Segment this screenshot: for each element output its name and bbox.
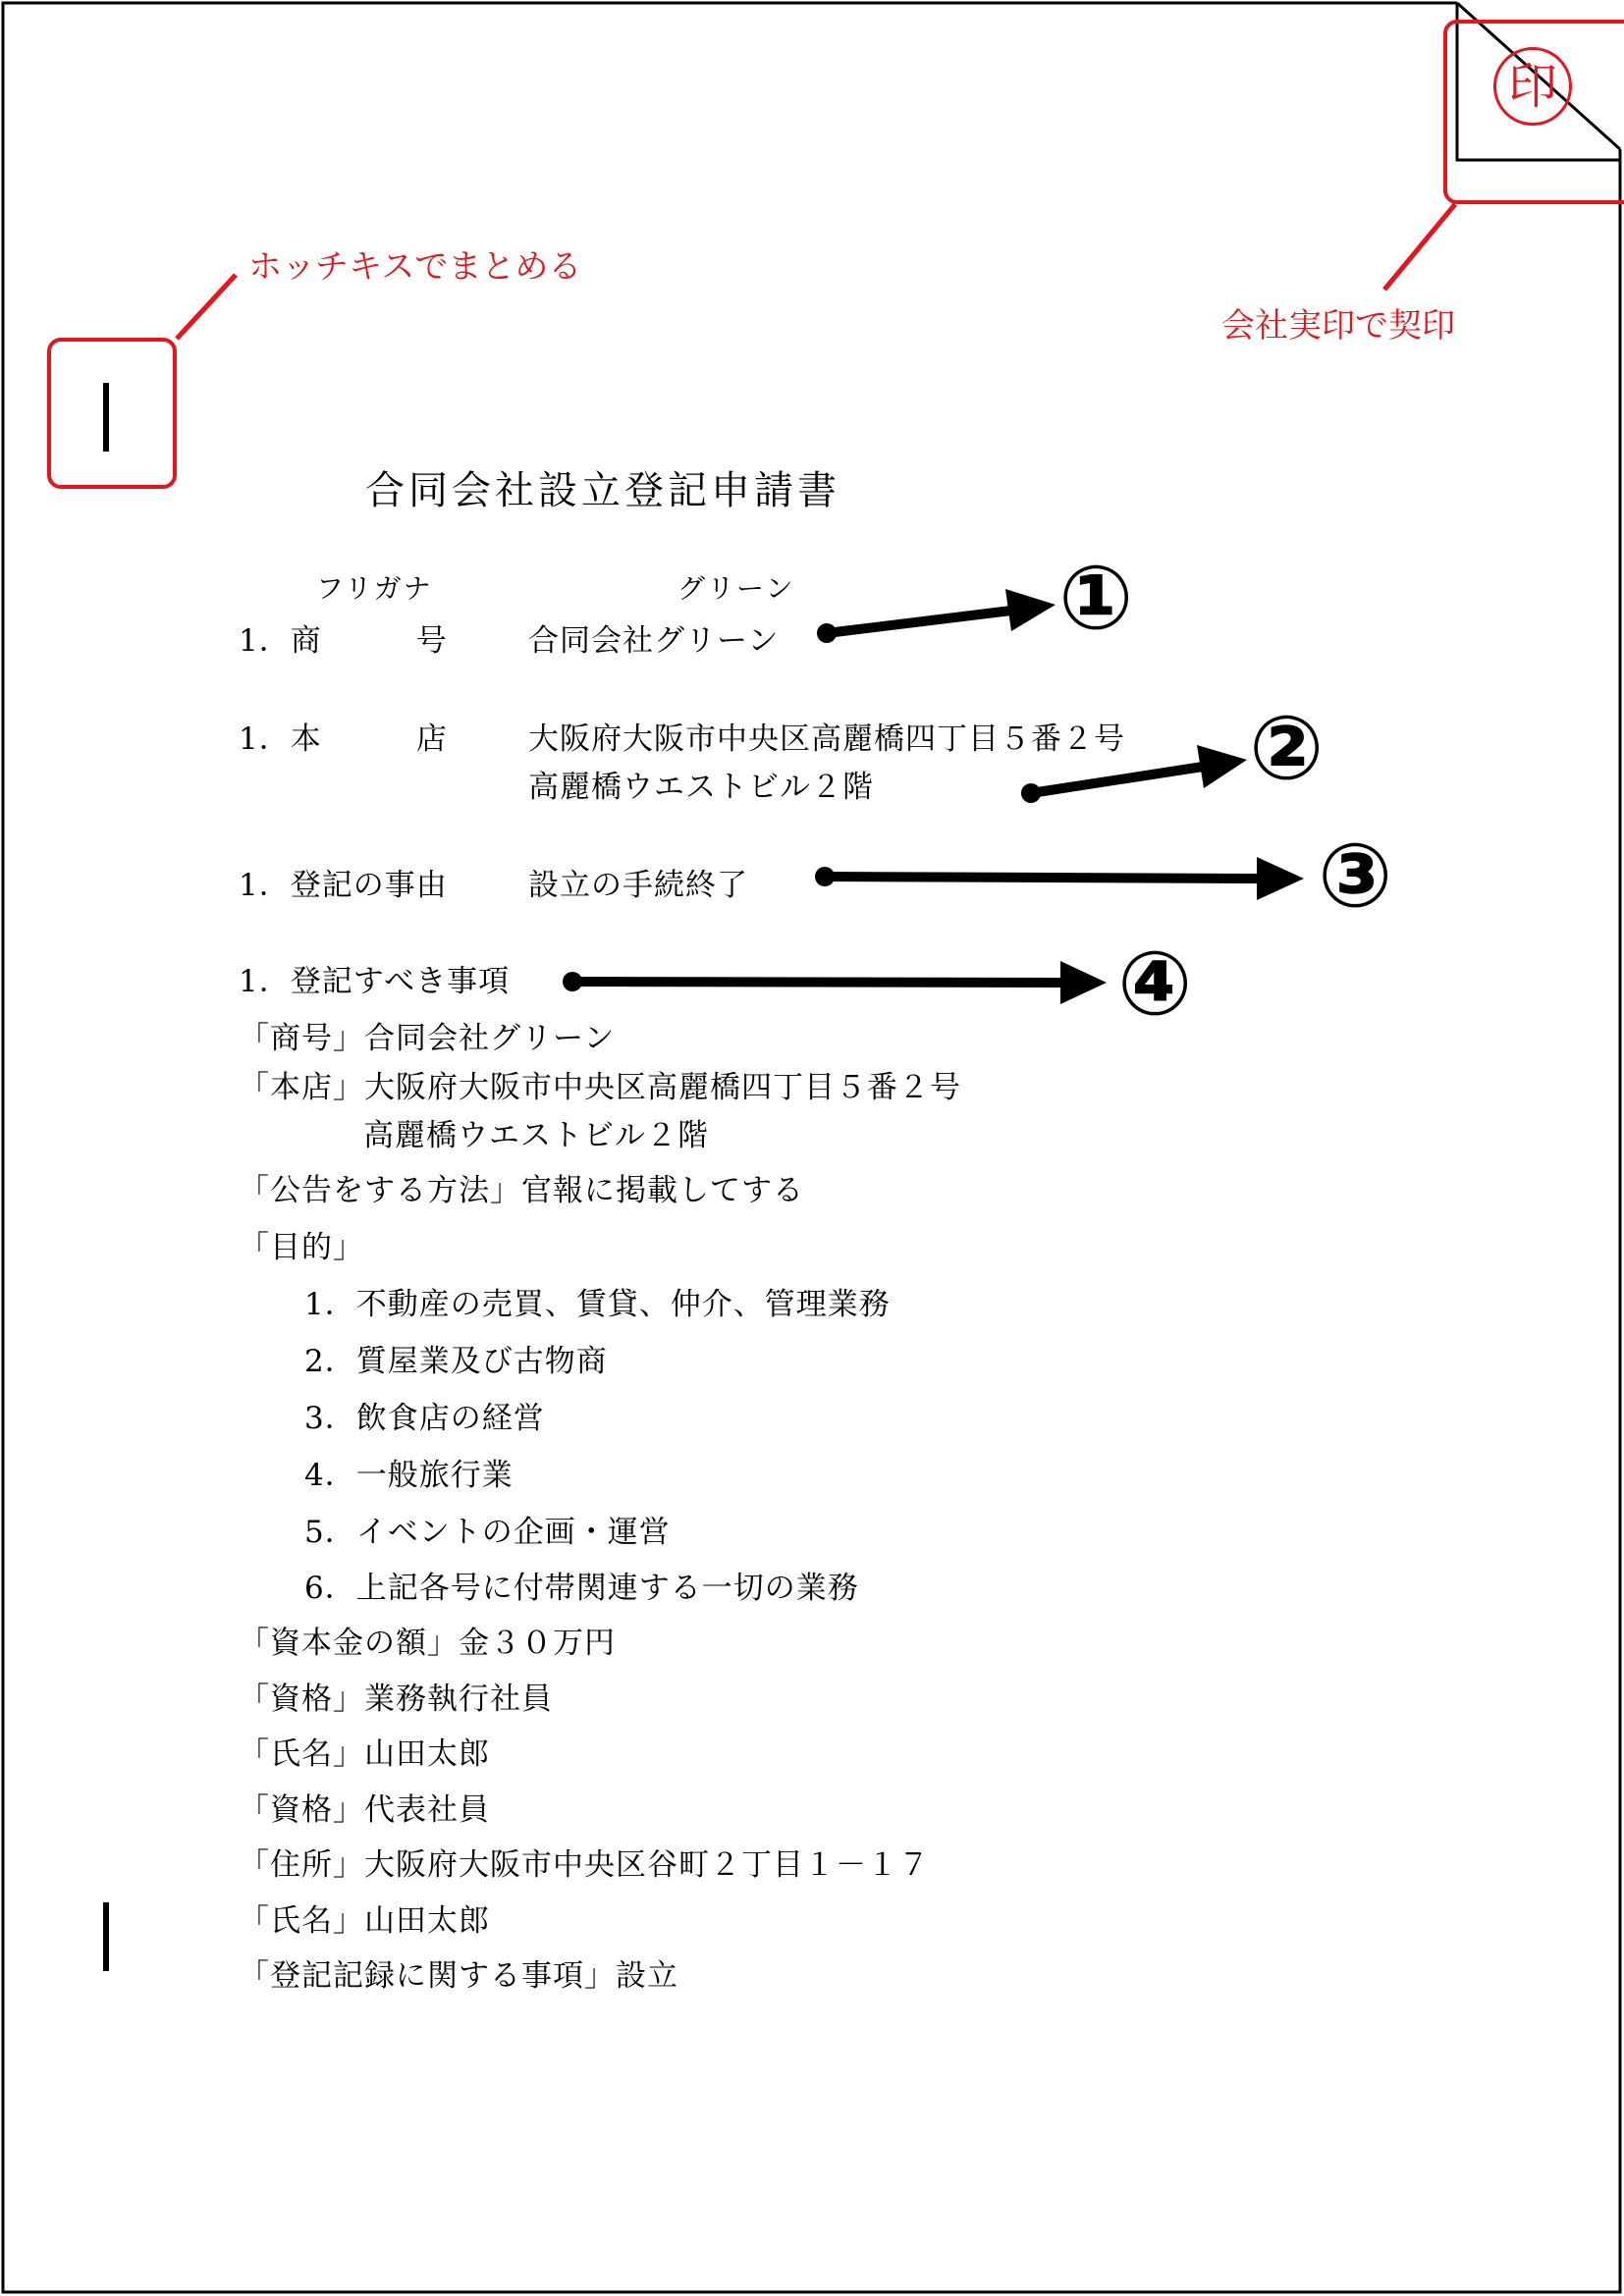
entry-line: 高麗橋ウエストビル２階: [363, 1118, 709, 1153]
purpose-item: 2．質屋業及び古物商: [304, 1344, 608, 1379]
item-label-trade-name: 1．商 号: [239, 623, 448, 659]
purpose-item: 5．イベントの企画・運営: [304, 1515, 671, 1550]
entry-line: 「氏名」山田太郎: [239, 1736, 490, 1772]
seal-leader-line: [1384, 204, 1455, 290]
item-value-reason: 設立の手続終了: [528, 868, 748, 903]
marker-3: ③: [1318, 825, 1393, 928]
purpose-item: 6．上記各号に付帯関連する一切の業務: [304, 1571, 859, 1606]
entry-line: 「住所」大阪府大阪市中央区谷町２丁目１－１７: [239, 1847, 930, 1883]
furigana-value: グリーン: [677, 572, 795, 605]
entry-line: 「氏名」山田太郎: [239, 1903, 490, 1939]
entry-line: 「商号」合同会社グリーン: [239, 1021, 616, 1056]
item-label-reason: 1．登記の事由: [239, 868, 448, 903]
staple-leader-line: [177, 275, 236, 339]
seal-char: 印: [1508, 58, 1557, 115]
entry-line: 「資本金の額」金３０万円: [239, 1626, 616, 1661]
arrow-1: [817, 589, 1056, 643]
item-value-trade-name: 合同会社グリーン: [528, 623, 780, 659]
staple-note: ホッチキスでまとめる: [248, 247, 582, 287]
item-value-head-office-line2: 高麗橋ウエストビル２階: [528, 770, 874, 805]
entry-line: 「資格」業務執行社員: [239, 1682, 553, 1717]
entry-line: 「本店」大阪府大阪市中央区高麗橋四丁目５番２号: [239, 1070, 961, 1105]
furigana-label: フリガナ: [316, 572, 433, 605]
arrow-4: [563, 961, 1107, 1004]
arrow-3: [815, 857, 1304, 900]
entry-line: 「登記記録に関する事項」設立: [239, 1958, 678, 1994]
entry-line: 「資格」代表社員: [239, 1792, 490, 1828]
marker-2: ②: [1249, 697, 1325, 800]
staple-highlight-box: [47, 338, 177, 489]
entry-line: 「公告をする方法」官報に掲載してする: [239, 1173, 804, 1208]
document-title: 合同会社設立登記申請書: [365, 468, 840, 513]
marker-4: ④: [1117, 933, 1193, 1036]
item-label-registration-matters: 1．登記すべき事項: [239, 964, 511, 999]
item-label-head-office: 1．本 店: [239, 721, 448, 757]
entry-line: 「目的」: [239, 1230, 364, 1265]
item-value-head-office: 大阪府大阪市中央区高麗橋四丁目５番２号: [528, 721, 1125, 757]
seal-note: 会社実印で契印: [1221, 306, 1455, 346]
purpose-item: 3．飲食店の経営: [304, 1401, 545, 1436]
purpose-item: 4．一般旅行業: [304, 1458, 514, 1493]
seal-stamp: [1493, 47, 1572, 126]
marker-1: ①: [1058, 547, 1134, 650]
purpose-item: 1．不動産の売買、賃貸、仲介、管理業務: [304, 1287, 891, 1322]
